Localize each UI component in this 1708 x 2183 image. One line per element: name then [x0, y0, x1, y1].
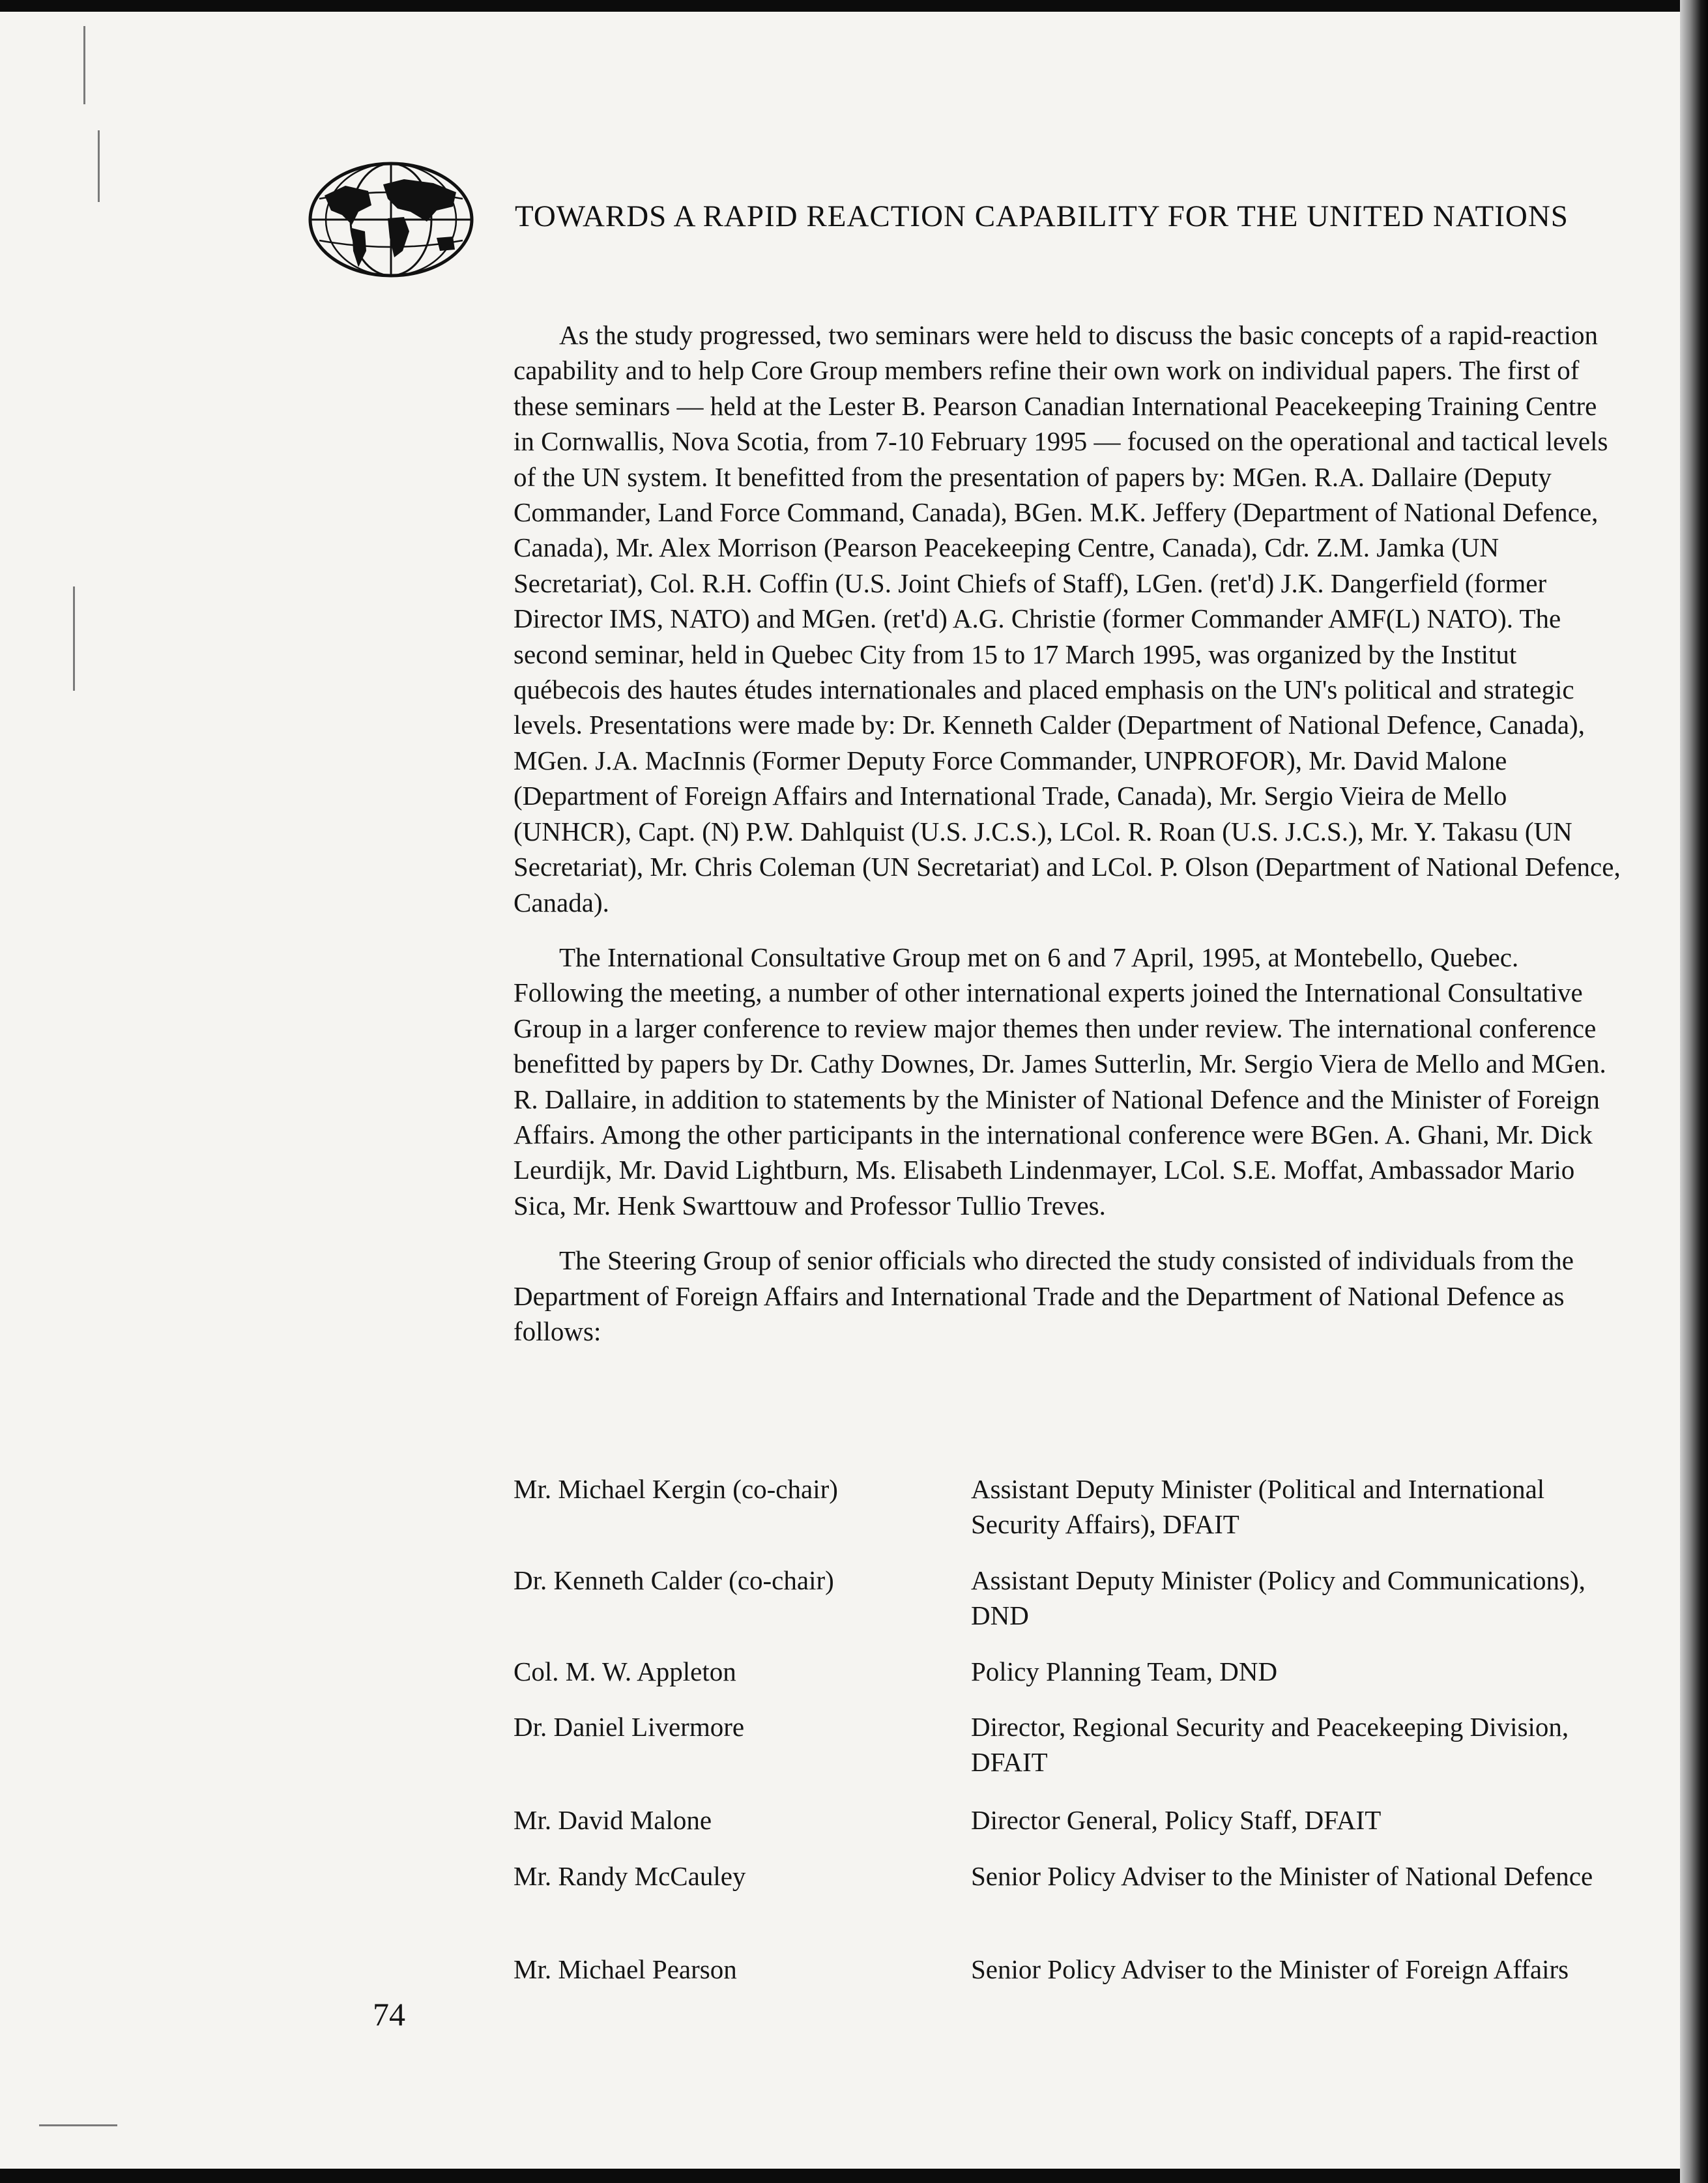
paragraph: The International Consultative Group met on 6 and 7 April, 1995, at Montebello, Quebec. Following the meeting, a number of other international experts joined the International Consultative Group in a larger conference to review major themes then under review. The international conference benefitted by papers by Dr. Cathy Downes, Dr. James Sutterlin, Mr. Sergio Viera de Mello and MGen. R. Dallaire, in addition to statements by the Minister of National Defence and the Minister of Foreign Affairs. Among the other participants in the international conference were BGen. A. Ghani, Mr. Dick Leurdijk, Mr. David Lightburn, Ms. Elisabeth Lindenmayer, LCol. S.E. Moffat, Ambassador Mario Sica, Mr. Henk Swarttouw and Professor Tullio Treves. — [514, 942, 1606, 1221]
member-role: Senior Policy Adviser to the Minister of National Defence — [971, 1861, 1593, 1891]
member-name: Dr. Kenneth Calder (co-chair) — [514, 1565, 834, 1595]
member-name: Mr. Randy McCauley — [514, 1861, 746, 1891]
scan-left-mark — [98, 130, 100, 202]
member-name: Mr. Michael Kergin (co-chair) — [514, 1474, 838, 1504]
scan-right-edge — [1680, 0, 1708, 2183]
member-role: Senior Policy Adviser to the Minister of Foreign Affairs — [971, 1954, 1569, 1984]
member-name: Col. M. W. Appleton — [514, 1656, 736, 1686]
member-name: Dr. Daniel Livermore — [514, 1712, 745, 1742]
running-title: TOWARDS A RAPID REACTION CAPABILITY FOR THE UNITED NATIONS — [515, 199, 1569, 233]
scan-left-mark — [73, 586, 75, 691]
member-role: Assistant Deputy Minister (Policy and Communications), DND — [971, 1565, 1585, 1630]
paragraph: The Steering Group of senior officials who directed the study consisted of individuals from the Department of Foreign Affairs and International Trade and the Department of National Defence as follows: — [514, 1245, 1574, 1346]
member-role: Assistant Deputy Minister (Political and International Security Affairs), DFAIT — [971, 1474, 1545, 1539]
member-name: Mr. David Malone — [514, 1805, 712, 1835]
scan-top-edge — [0, 0, 1708, 12]
page-number: 74 — [373, 1996, 405, 2032]
member-role: Policy Planning Team, DND — [971, 1656, 1278, 1686]
scan-bottom-edge — [0, 2169, 1708, 2183]
member-name: Mr. Michael Pearson — [514, 1954, 737, 1984]
globe-icon — [306, 160, 476, 280]
scan-left-mark — [83, 26, 85, 104]
scan-left-mark — [39, 2124, 117, 2126]
page-header — [306, 160, 1623, 283]
body-text — [514, 317, 1621, 1368]
member-role: Director General, Policy Staff, DFAIT — [971, 1805, 1382, 1835]
member-role: Director, Regional Security and Peacekeeping Division, DFAIT — [971, 1712, 1569, 1777]
paragraph: As the study progressed, two seminars were held to discuss the basic concepts of a rapid-reaction capability and to help Core Group members refine their own work on individual papers. The first of these seminars — held at the Lester B. Pearson Canadian International Peacekeeping Training Centre in Cornwallis, Nova Scotia, from 7-10 February 1995 — focused on the operational and tactical levels of the UN system. It benefitted from the presentation of papers by: MGen. R.A. Dallaire (Deputy Commander, Land Force Command, Canada), BGen. M.K. Jeffery (Department of National Defence, Canada), Mr. Alex Morrison (Pearson Peacekeeping Centre, Canada), Cdr. Z.M. Jamka (UN Secretariat), Col. R.H. Coffin (U.S. Joint Chiefs of Staff), LGen. (ret'd) J.K. Dangerfield (former Director IMS, NATO) and MGen. (ret'd) A.G. Christie (former Commander AMF(L) NATO). The second seminar, held in Quebec City from 15 to 17 March 1995, was organized by the Institut québecois des hautes études internationales and placed emphasis on the UN's political and strategic levels. Presentations were made by: Dr. Kenneth Calder (Department of National Defence, Canada), MGen. J.A. MacInnis (Former Deputy Force Commander, UNPROFOR), Mr. David Malone (Department of Foreign Affairs and International Trade, Canada), Mr. Sergio Vieira de Mello (UNHCR), Capt. (N) P.W. Dahlquist (U.S. J.C.S.), LCol. R. Roan (U.S. J.C.S.), Mr. Y. Takasu (UN Secretariat), Mr. Chris Coleman (UN Secretariat) and LCol. P. Olson (Department of National Defence, Canada). — [514, 320, 1621, 918]
